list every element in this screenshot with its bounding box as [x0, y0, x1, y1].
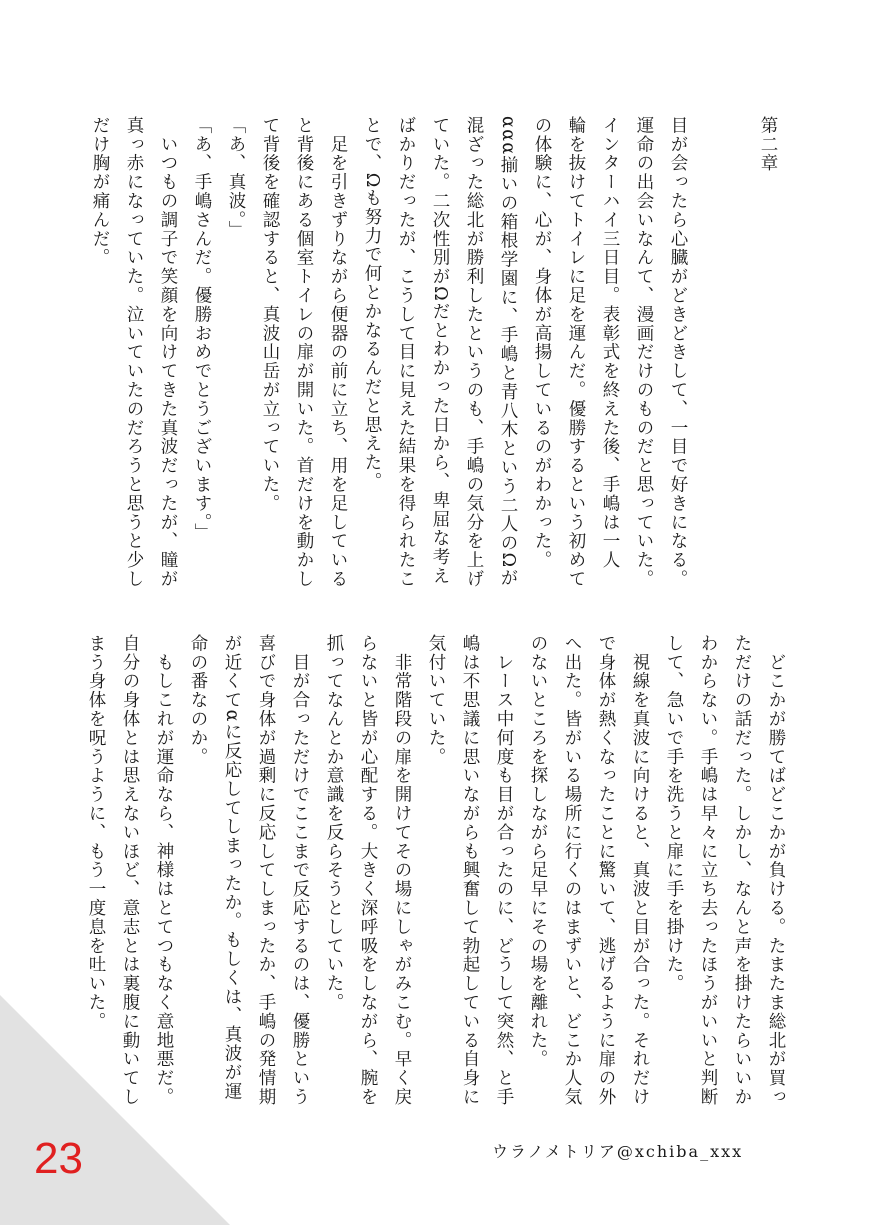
text-line: 喜びで身体が過剰に反応してしまったか、手嶋の発情期: [256, 634, 276, 1107]
text-line: て背後を確認すると、真波山岳が立っていた。: [260, 116, 280, 513]
text-line: 嶋は不思議に思いながらも興奮して勃起している自身に: [460, 634, 480, 1107]
text-line: へ出た。皆がいる場所に行くのはまずいと、どこか人気: [562, 634, 582, 1107]
text-line: 抓ってなんとか意識を反らそうとしていた。: [324, 634, 344, 1012]
text-line: わからない。手嶋は早々に立ち去ったほうがいいと判断: [698, 634, 718, 1107]
text-line: ただけの話だった。しかし、なんと声を掛けたらいいか: [732, 634, 752, 1107]
text-line: もしこれが運命なら、神様はとてつもなく意地悪だ。: [154, 634, 174, 1107]
text-line: して、急いで手を洗うと扉に手を掛けた。: [664, 634, 684, 994]
text-line: レース中何度も目が合ったのに、どうして突然、と手: [494, 634, 514, 1107]
heading-gap: [695, 116, 729, 616]
text-line: 目が合っただけでここまで反応するのは、優勝という: [290, 634, 310, 1107]
text-line: インターハイ三日目。表彰式を終えた後、手嶋は一人: [600, 116, 620, 570]
text-line: 非常階段の扉を開けてその場にしゃがみこむ。早く戻: [392, 634, 412, 1107]
text-line: のないところを探しながら足早にその場を離れた。: [528, 634, 548, 1069]
text-line: だけ胸が痛んだ。: [90, 116, 110, 268]
text-line: 「あ、真波。」: [226, 116, 246, 240]
text-line: 足を引きずりながら便器の前に立ち、用を足している: [328, 116, 348, 589]
text-line: 真っ赤になっていた。泣いていたのだろうと思うと少し: [124, 116, 144, 589]
text-line: 輪を抜けてトイレに足を運んだ。優勝するという初めて: [566, 116, 586, 589]
text-line: 気付いていた。: [426, 634, 446, 767]
upper-text-block: [90, 116, 785, 616]
text-line: 自分の身体とは思えないほど、意志とは裏腹に動いてし: [120, 634, 140, 1107]
chapter-title: 第二章: [758, 116, 778, 173]
text-line: とで、Ωも努力で何とかなるんだと思えた。: [362, 116, 382, 492]
text-line: いつもの調子で笑顔を向けてきた真波だったが、瞳が: [158, 116, 178, 589]
text-line: 運命の出会いなんて、漫画だけのものだと思っていた。: [634, 116, 654, 589]
text-line: どこかが勝てばどこかが負ける。たまたま総北が買っ: [766, 634, 786, 1107]
text-line: ααα揃いの箱根学園に、手嶋と青八木という二人のΩが: [498, 116, 518, 588]
text-line: ていた。二次性別がΩだとわかった日から、卑屈な考え: [430, 116, 450, 586]
author-credit: ウラノメトリア@xchiba_xxx: [492, 1142, 744, 1161]
text-line: の体験に、心が、身体が高揚しているのがわかった。: [532, 116, 552, 570]
text-line: 「あ、手嶋さんだ。優勝おめでとうございます。」: [192, 116, 212, 542]
text-line: 命の番なのか。: [188, 634, 208, 767]
text-line: で身体が熱くなったことに驚いて、逃げるように扉の外: [596, 634, 616, 1107]
text-line: 視線を真波に向けると、真波と目が合った。それだけ: [630, 634, 650, 1107]
text-line: と背後にある個室トイレの扉が開いた。首だけを動かし: [294, 116, 314, 589]
page-number: 23: [34, 1134, 83, 1183]
text-line: ばかりだったが、こうして目に見えた結果を得られたこ: [396, 116, 416, 589]
text-line: まう身体を呪うように、もう一度息を吐いた。: [86, 634, 106, 1031]
text-line: らないと皆が心配する。大きく深呼吸をしながら、腕を: [358, 634, 378, 1107]
text-line: 混ざった総北が勝利したというのも、手嶋の気分を上げ: [464, 116, 484, 589]
text-line: が近くてαに反応してしまったか。もしくは、真波が運: [222, 634, 242, 1101]
lower-text-block: [86, 634, 793, 1107]
text-line: 目が会ったら心臓がどきどきして、一目で好きになる。: [668, 116, 688, 589]
